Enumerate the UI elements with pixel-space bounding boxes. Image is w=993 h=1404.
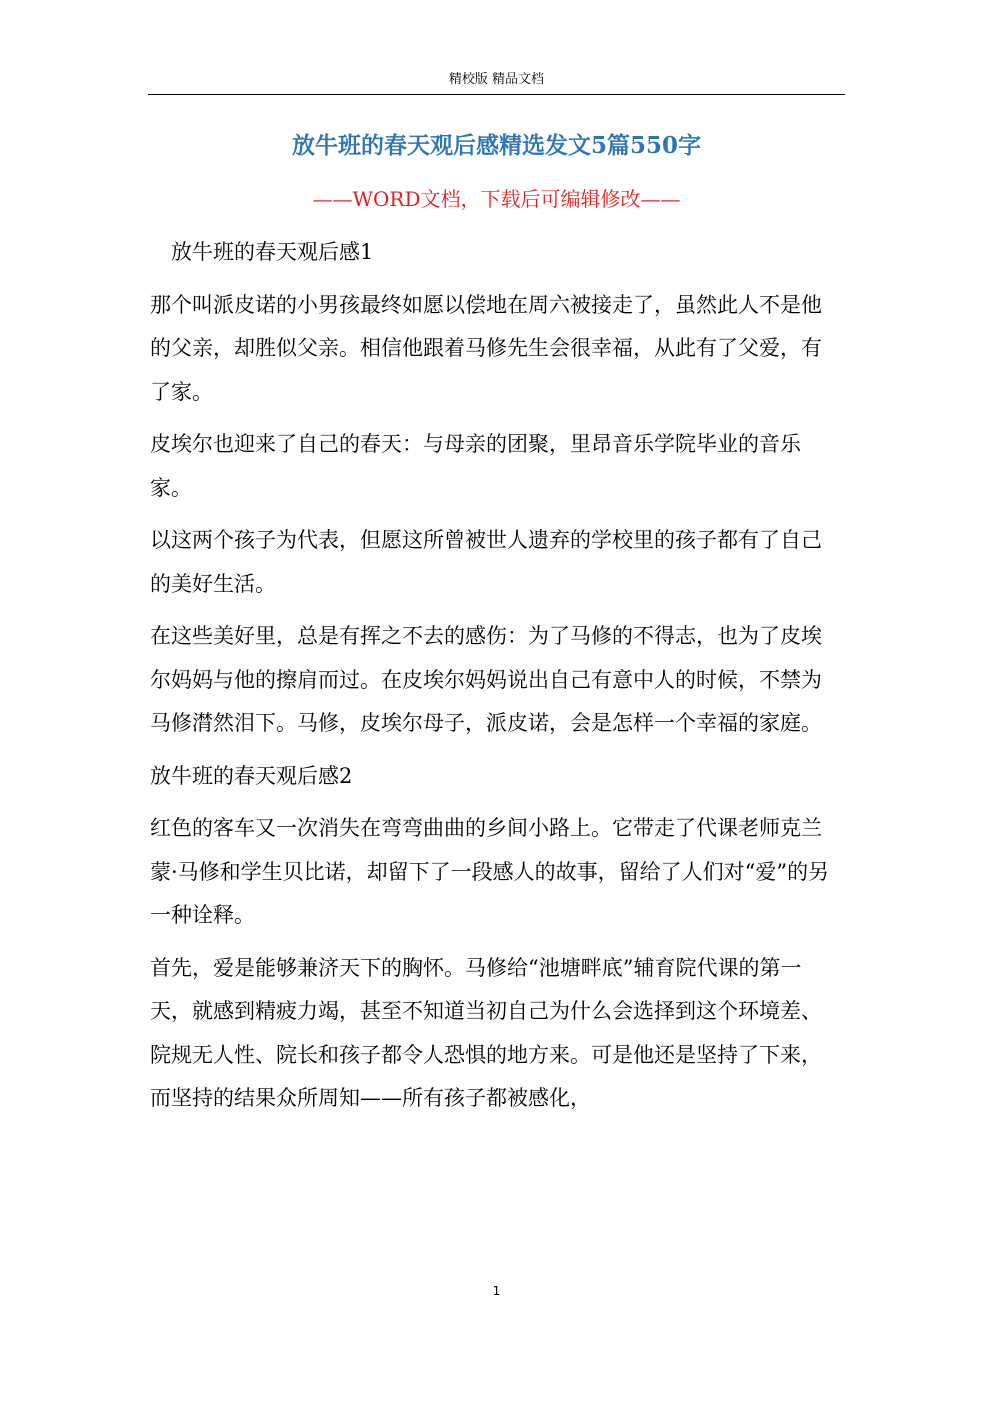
body-paragraph: 皮埃尔也迎来了自己的春天：与母亲的团聚，里昂音乐学院毕业的音乐家。 bbox=[150, 432, 801, 500]
document-subtitle: ——WORD文档，下载后可编辑修改—— bbox=[312, 187, 681, 211]
body-paragraph: 红色的客车又一次消失在弯弯曲曲的乡间小路上。它带走了代课老师克兰蒙·马修和学生贝比诺，却留下了一段感人的故事，留给了人们对“爱”的另一种诠释。 bbox=[150, 816, 830, 927]
page-header: 精校版 精品文档 bbox=[448, 72, 545, 87]
document-title: 放牛班的春天观后感精选发文5篇550字 bbox=[291, 132, 701, 159]
body-paragraph: 以这两个孩子为代表，但愿这所曾被世人遗弃的学校里的孩子都有了自己的美好生活。 bbox=[150, 528, 822, 596]
section-heading: 放牛班的春天观后感2 bbox=[150, 763, 353, 788]
header-divider bbox=[148, 94, 845, 95]
page-number: 1 bbox=[492, 1284, 501, 1298]
body-paragraph: 那个叫派皮诺的小男孩最终如愿以偿地在周六被接走了，虽然此人不是他的父亲，却胜似父亲。相信他跟着马修先生会很幸福，从此有了父爱，有了家。 bbox=[150, 292, 822, 404]
body-paragraph: 首先，爱是能够兼济天下的胸怀。马修给“池塘畔底”辅育院代课的第一天，就感到精疲力竭，甚至不知道当初自己为什么会选择到这个环境差、院规无人性、院长和孩子都令人恐惧的地方来。可是他还是坚持了下来，而坚持的结果众所周知——所有孩子都被感化， bbox=[150, 955, 822, 1110]
body-paragraph: 在这些美好里，总是有挥之不去的感伤：为了马修的不得志，也为了皮埃尔妈妈与他的擦肩而过。在皮埃尔妈妈说出自己有意中人的时候，不禁为马修潸然泪下。马修，皮埃尔母子，派皮诺，会是怎样一个幸福的家庭。 bbox=[150, 624, 822, 735]
section-heading: 放牛班的春天观后感1 bbox=[171, 240, 374, 264]
document-body bbox=[150, 231, 830, 1130]
